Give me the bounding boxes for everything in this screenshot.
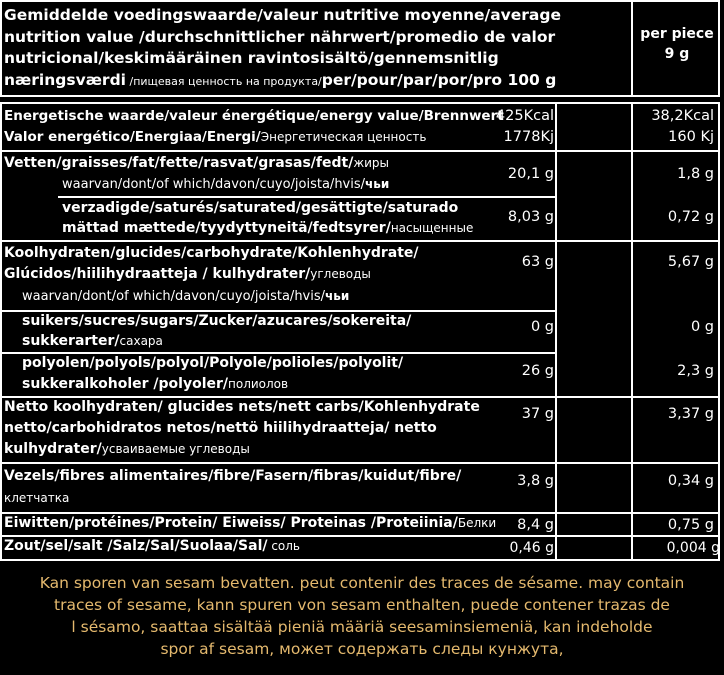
title-line-4-text: næringsværdi [4,70,126,89]
per-piece-label: per piece [640,26,714,42]
salt-label-text: Zout/sel/salt /Salz/Sal/Suolaa/Sal/ [4,538,268,554]
saturated-100g: 8,03 g [507,209,554,225]
sugars-100g: 0 g [530,319,554,335]
carbs-sub-ru: чьи [325,289,350,303]
protein-piece: 0,75 g [667,517,714,533]
energy-kj-piece: 160 Kj [668,129,714,145]
fibre-piece: 0,34 g [667,473,714,489]
polyols-label-2-text: sukkeralkoholer /polyoler/ [22,376,229,392]
polyols-label-1: polyolen/polyols/polyol/Polyole/polioles/polyolit/ [22,355,404,371]
netcarbs-piece: 3,37 g [667,406,714,422]
carbs-label-ru: углеводы [310,267,371,281]
saturated-piece: 0,72 g [667,209,714,225]
energy-label-2a: Valor energético/Energiaa/Energi/ [4,129,261,145]
protein-label [4,513,496,534]
title-line-2: nutrition value /durchschnittlicher nährwert/promedio de valor [4,27,556,46]
energy-label-2b: Энергетическая ценность [260,130,427,144]
piece-weight: 9 g [664,46,690,62]
carbs-sub-label [22,286,349,307]
fibre-label-ru: клетчатка [4,491,70,505]
netcarbs-label-3-text: kulhydrater/ [4,441,102,457]
sugars-label-ru: сахара [119,334,163,348]
row-divider [0,240,720,242]
energy-kcal-100g: 425Kcal [495,108,554,124]
protein-label-text: Eiwitten/protéines/Protein/ Eiweiss/ Proteinas /Proteiinia/ [4,515,458,531]
salt-piece: 0,004 g [666,540,720,556]
carbs-100g: 63 g [521,254,554,270]
netcarbs-label-ru: усваиваемые углеводы [101,442,250,456]
saturated-label-1: verzadigde/saturés/saturated/gesättigte/saturado [62,200,459,216]
netcarbs-label-1: Netto koolhydraten/ glucides nets/nett carbs/Kohlenhydrate [4,399,480,415]
energy-label-2 [4,127,426,148]
polyols-label-2 [22,374,288,395]
allergen-line-1: Kan sporen van sesam bevatten. peut contenir des traces de sésame. may contain [39,574,685,592]
title-line-1: Gemiddelde voedingswaarde/valeur nutritive moyenne/average [4,6,561,24]
allergen-line-2: traces of sesame, kann spuren von sesam enthalten, puede contener trazas de [54,596,670,614]
saturated-label-ru: насыщенные [390,221,474,235]
netcarbs-100g: 37 g [521,406,554,422]
saturated-label-2-text: mättad mættede/tyydyttyneitä/fedtsyrer/ [62,220,391,236]
fat-sub-label [62,174,389,195]
fat-label [4,153,389,174]
title-line-4 [4,70,632,93]
allergen-line-3: l sésamo, saattaa sisältää pieniä määriä seesaminsiemeniä, kan indeholde [71,618,653,636]
energy-label-1: Energetische waarde/valeur énergétique/energy value/Brennwert [4,108,504,124]
table-title [4,5,632,92]
title-per: per/pour/par/por/pro 100 g [321,70,557,89]
fat-label-ru: жиры [353,156,390,170]
polyols-piece: 2,3 g [677,363,714,379]
column-divider-1 [555,102,557,561]
carbs-label-1: Koolhydraten/glucides/carbohydrate/Kohlenhydrate/ [4,245,419,261]
sugars-label-1: suikers/sucres/sugars/Zucker/azucares/sokereita/ [22,313,412,329]
sugars-label-2-text: sukkerarter/ [22,333,120,349]
carbs-label-2-text: Glúcidos/hiilihydraatteja / kulhydrater/ [4,266,311,282]
fibre-100g: 3,8 g [517,473,554,489]
salt-label [4,536,300,557]
polyols-label-ru: полиолов [228,377,289,391]
carbs-label-2 [4,264,371,285]
fat-piece: 1,8 g [677,166,714,182]
saturated-label-2 [62,218,473,239]
fat-sub-text: waarvan/dont/of which/davon/cuyo/joista/hvis/ [62,177,366,192]
energy-kcal-piece: 38,2Kcal [651,108,714,124]
polyols-100g: 26 g [521,363,554,379]
per-piece-header [634,24,720,64]
salt-100g: 0,46 g [509,540,554,556]
title-ru: /пищевая ценность на продукта/ [126,74,322,88]
fat-label-text: Vetten/graisses/fat/fette/rasvat/grasas/fedt/ [4,155,354,171]
column-divider-2 [631,102,633,561]
netcarbs-label-3 [4,439,250,460]
allergen-line-4: spor af sesam, может содержать следы кунжута, [160,640,564,658]
carbs-sub-text: waarvan/dont/of which/davon/cuyo/joista/hvis/ [22,289,326,304]
row-divider [0,462,720,464]
sugars-piece: 0 g [690,319,714,335]
allergen-warning [0,572,724,660]
title-line-3: nutricional/keskimääräinen ravintosisältö/gennemsnitlig [4,49,499,67]
protein-label-ru: Белки [457,516,497,530]
row-divider [0,150,720,152]
sugars-label-2 [22,331,163,352]
protein-100g: 8,4 g [517,517,554,533]
fat-sub-ru: чьи [365,177,390,191]
fibre-label-1: Vezels/fibres alimentaires/fibre/Fasern/fibras/kuidut/fibre/ [4,468,462,484]
netcarbs-label-2: netto/carbohidratos netos/nettö hiilihydraatteja/ netto [4,420,437,436]
carbs-piece: 5,67 g [667,254,714,270]
salt-label-ru: соль [267,539,300,553]
fat-100g: 20,1 g [507,166,554,182]
energy-kj-100g: 1778Kj [503,129,554,145]
